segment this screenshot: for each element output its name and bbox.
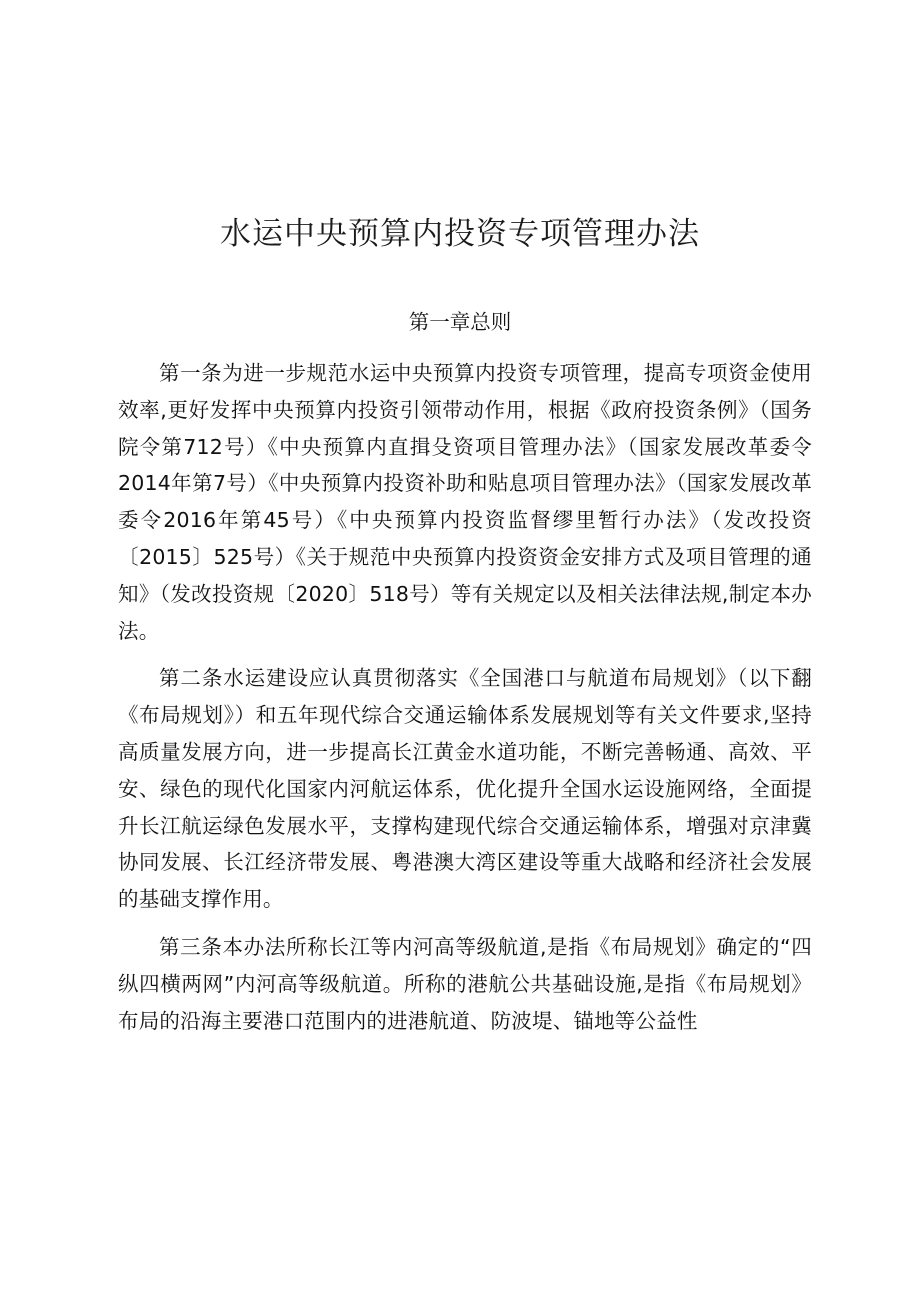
article-3-paragraph: 第三条本办法所称长江等内河高等级航道,是指《布局规划》确定的“四纵四横两网”内河高等级航道。所称的港航公共基础设施,是指《布局规划》布局的沿海主要港口范围内的进港航道、防波堤、锚地等公益性 — [118, 934, 812, 1033]
document-body — [118, 355, 812, 1039]
article-1-paragraph: 第一条为进一步规范水运中央预算内投资专项管理，提高专项资金使用效率,更好发挥中央预算内投资引领带动作用，根据《政府投资条例》（国务院令第712号）《中央预算内直揖殳资项目管理办法》（国家发展改革委令2014年第7号）《中央预算内投资补助和贴息项目管理办法》（国家发展改革委令2016年第45号）《中央预算内投资监督缪里暂行办法》（发改投资〔2015〕525号）《关于规范中央预算内投资资金安排方式及项目管理的通知》（发改投资规〔2020〕518号）等有关规定以及相关法律法规,制定本办法。 — [118, 361, 812, 643]
chapter-heading: 第一章总则 — [408, 310, 512, 334]
article-2-paragraph: 第二条水运建设应认真贯彻落实《全国港口与航道布局规划》（以下翻《布局规划》）和五年现代综合交通运输体系发展规划等有关文件要求,坚持高质量发展方向，进一步提高长江黄金水道功能，不断完善畅通、高效、平安、绿色的现代化国家内河航运体系，优化提升全国水运设施网络，全面提升长江航运绿色发展水平，支撑构建现代综合交通运输体系，增强对京津冀协同发展、长江经济带发展、粤港澳大湾区建设等重大战略和经济社会发展的基础支撑作用。 — [118, 666, 812, 912]
document-title: 水运中央预算内投资专项管理办法 — [220, 216, 700, 252]
